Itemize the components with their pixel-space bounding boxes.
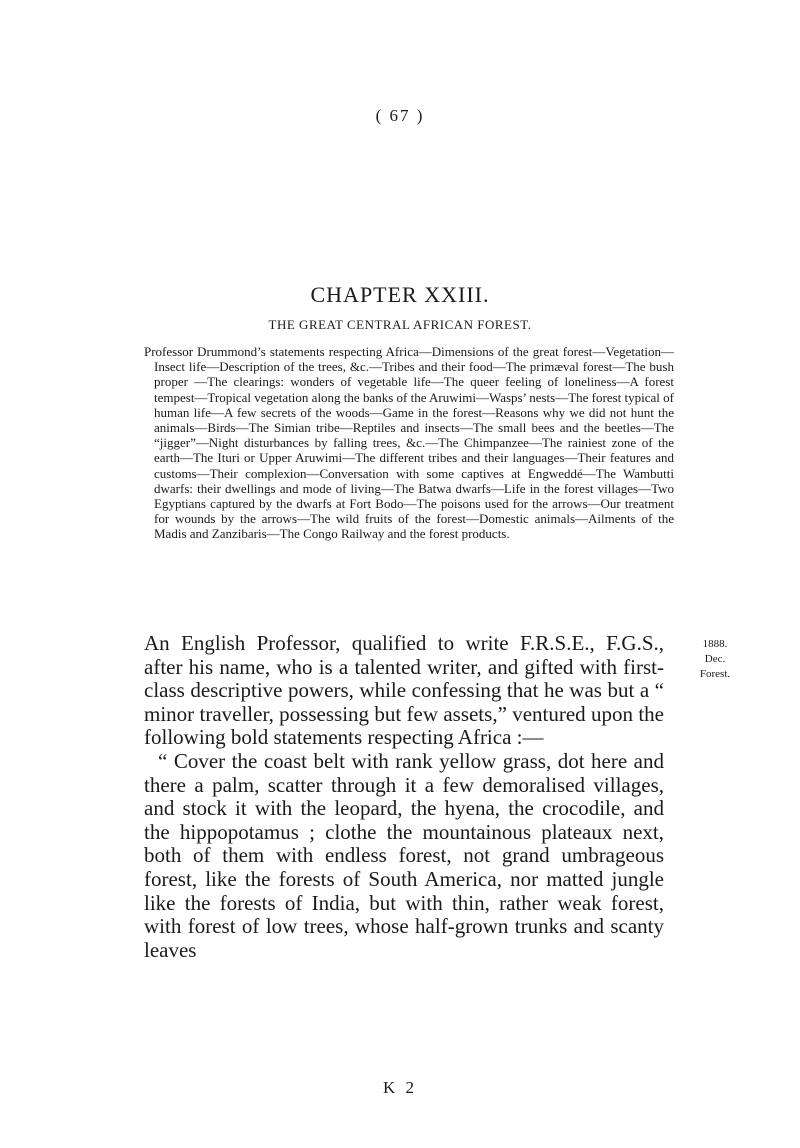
margin-note-topic: Forest. [699,668,731,680]
chapter-subtitle: THE GREAT CENTRAL AFRICAN FOREST. [268,317,532,332]
margin-note-month: Dec. [704,653,726,665]
body-text [144,632,664,962]
page-number: ( 67 ) [375,106,425,125]
signature-mark: K 2 [382,1078,418,1097]
margin-note [680,637,750,682]
paragraph-1: An English Professor, qualified to write F.R.S.E., F.G.S., after his name, who is a talented writer, and gifted with first-class descriptive powers, while confessing that he was but a “ minor traveller, possessing but few assets,” ventured upon the following bold statements respecting Africa :— [144,631,664,750]
chapter-synopsis: Professor Drummond’s statements respecting Africa—Dimensions of the great forest—Vegetation—Insect life—Description of the trees, &c.—Tribes and their food—The primæval forest—The bush proper —The clearings: wonders of vegetable life—The queer feeling of loneliness—A forest tempest—Tropical vegetation along the banks of the Aruwimi—Wasps’ nests—The forest typical of human life—A few secrets of the woods—Game in the forest—Reasons why we did not hunt the animals—Birds—The Simian tribe—Reptiles and insects—The small bees and the beetles—The “jigger”—Night disturbances by falling trees, &c.—The Chimpanzee—The rainiest zone of the earth—The Ituri or Upper Aruwimi—The different tribes and their languages—Their features and customs—Their complexion—Conversation with some captives at Engweddé—The Wambutti dwarfs: their dwellings and mode of living—The Batwa dwarfs—Life in the forest villages—Two Egyptians captured by the dwarfs at Fort Bodo—The poisons used for the arrows—Our treatment for wounds by the arrows—The wild fruits of the forest—Domestic animals—Ailments of the Madis and Zanzibaris—The Congo Railway and the forest products. [144,344,674,542]
paragraph-2: “ Cover the coast belt with rank yellow grass, dot here and there a palm, scatter through it a few demoralised villages, and stock it with the leopard, the hyena, the crocodile, and the hippopotamus ; clothe the mountainous plateaux next, both of them with endless forest, not grand umbrageous forest, like the forests of South America, nor matted jungle like the forests of India, but with thin, rather weak forest, with forest of low trees, whose half-grown trunks and scanty leaves [144,748,664,962]
chapter-title: CHAPTER XXIII. [310,282,490,307]
margin-note-year: 1888. [702,638,728,650]
